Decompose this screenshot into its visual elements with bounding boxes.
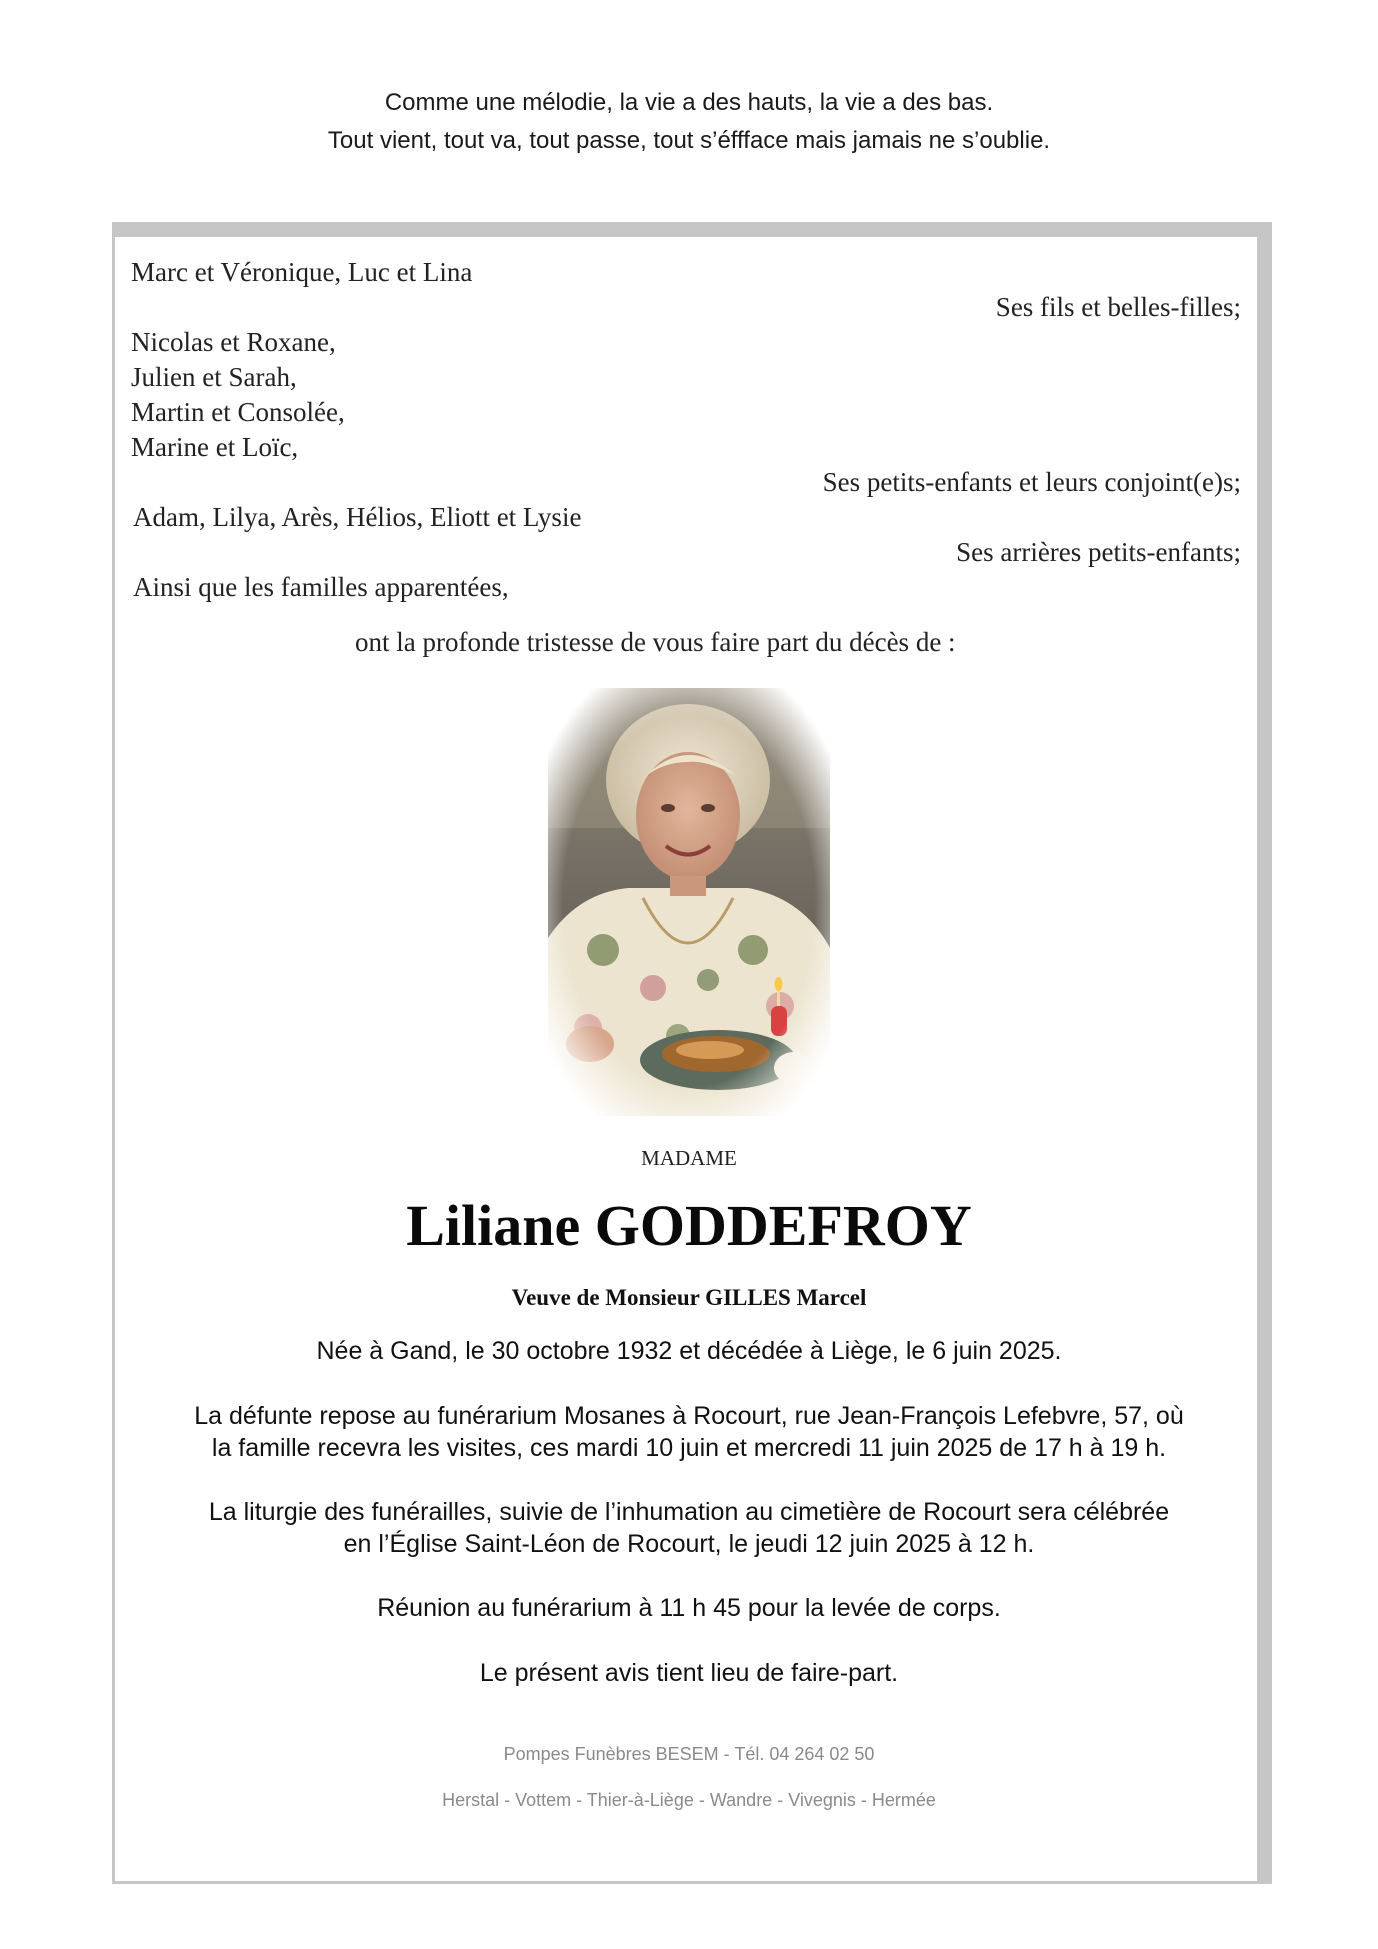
great-grandchildren-names: Adam, Lilya, Arès, Hélios, Eliott et Lysie [133,502,582,532]
birth-death-line: Née à Gand, le 30 octobre 1932 et décédée à Liège, le 6 juin 2025. [316,1337,1062,1365]
funeral-line-1: La liturgie des funérailles, suivie de l’inhumation au cimetière de Rocourt sera célébrée [208,1498,1170,1526]
epigraph-line-2: Tout vient, tout va, tout passe, tout s’éffface mais jamais ne s’oublie. [327,127,1051,154]
funeral-home-locations: Herstal - Vottem - Thier-à-Liège - Wandre - Vivegnis - Hermée [442,1790,936,1810]
epigraph-line-1: Comme une mélodie, la vie a des hauts, la vie a des bas. [384,89,994,116]
sons-names: Marc et Véronique, Luc et Lina [131,257,473,287]
grandchild-1: Nicolas et Roxane, [131,327,336,357]
notice-line: Le présent avis tient lieu de faire-part. [479,1659,899,1687]
grandchildren-role: Ses petits-enfants et leurs conjoint(e)s; [822,467,1241,497]
deceased-name: Liliane GODDEFROY [406,1193,972,1258]
grandchild-4: Marine et Loïc, [131,432,299,462]
funeral-line-2: en l’Église Saint-Léon de Rocourt, le jeudi 12 juin 2025 à 12 h. [343,1530,1035,1558]
grandchild-3: Martin et Consolée, [131,397,345,427]
great-grandchildren-role: Ses arrières petits-enfants; [956,537,1241,567]
funeral-home-contact: Pompes Funèbres BESEM - Tél. 04 264 02 50 [503,1744,875,1764]
announcement-line: ont la profonde tristesse de vous faire part du décès de : [355,627,956,657]
meeting-line: Réunion au funérarium à 11 h 45 pour la levée de corps. [377,1594,1001,1622]
visitation-line-2: la famille recevra les visites, ces mardi 10 juin et mercredi 11 juin 2025 de 17 h à 19 h. [211,1434,1167,1462]
portrait-illustration [548,688,830,1116]
relatives-line: Ainsi que les familles apparentées, [133,572,509,602]
honorific: MADAME [641,1146,737,1170]
visitation-line-1: La défunte repose au funérarium Mosanes à Rocourt, rue Jean-François Lefebvre, 57, où [194,1402,1184,1430]
sons-role: Ses fils et belles-filles; [995,292,1241,322]
portrait-photo [548,688,830,1116]
widow-of: Veuve de Monsieur GILLES Marcel [511,1285,867,1310]
grandchild-2: Julien et Sarah, [131,362,297,392]
epigraph [0,84,1378,160]
